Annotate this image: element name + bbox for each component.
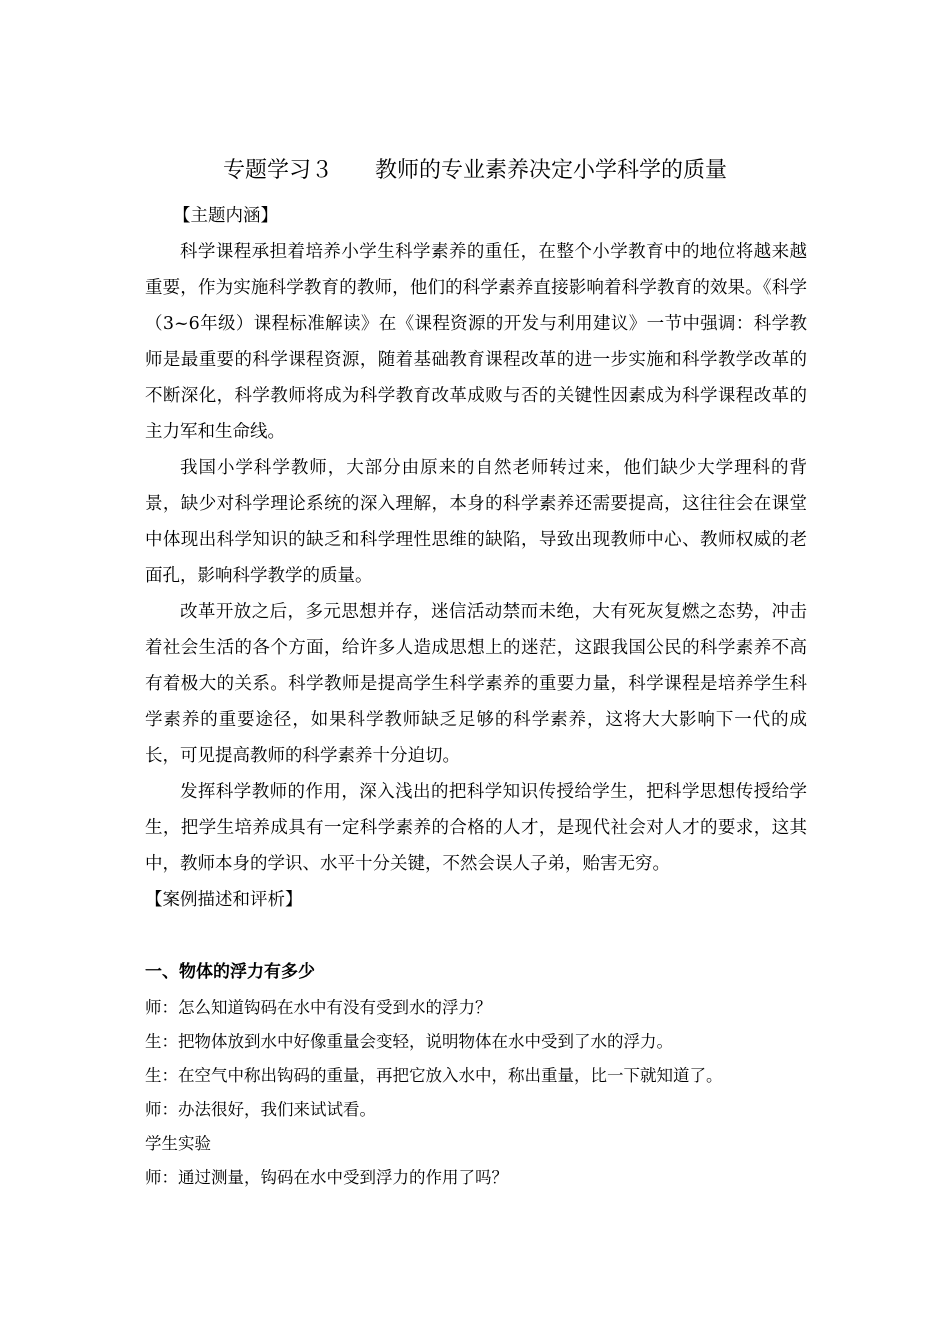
dialogue-line: 生：在空气中称出钩码的重量，再把它放入水中，称出重量，比一下就知道了。 bbox=[145, 1066, 723, 1085]
dialogue-line: 生：把物体放到水中好像重量会变轻，说明物体在水中受到了水的浮力。 bbox=[145, 1032, 673, 1051]
paragraph-2: 我国小学科学教师，大部分由原来的自然老师转过来，他们缺少大学理科的背景，缺少对科学理论系统的深入理解，本身的科学素养还需要提高，这往往会在课堂中体现出科学知识的缺乏和科学理性思维的缺陷，导致出现教师中心、教师权威的老面孔，影响科学教学的质量。 bbox=[145, 458, 807, 586]
theme-section bbox=[145, 198, 807, 918]
page-title bbox=[0, 155, 950, 187]
case-title: 一、物体的浮力有多少 bbox=[145, 962, 315, 982]
dialogue-block bbox=[145, 991, 825, 1195]
dialogue-line: 学生实验 bbox=[145, 1134, 211, 1153]
dialogue-line: 师：办法很好，我们来试试看。 bbox=[145, 1100, 376, 1119]
title-prefix: 专题学习３ bbox=[222, 158, 333, 183]
section-heading-theme: 【主题内涵】 bbox=[173, 206, 278, 226]
section-heading-case: 【案例描述和评析】 bbox=[145, 890, 303, 910]
dialogue-line: 师：通过测量，钩码在水中受到浮力的作用了吗？ bbox=[145, 1168, 508, 1187]
title-main: 教师的专业素养决定小学科学的质量 bbox=[375, 158, 728, 183]
dialogue-line: 师：怎么知道钩码在水中有没有受到水的浮力？ bbox=[145, 998, 492, 1017]
paragraph-3: 改革开放之后，多元思想并存，迷信活动禁而未绝，大有死灰复燃之态势，冲击着社会生活的各个方面，给许多人造成思想上的迷茫，这跟我国公民的科学素养不高有着极大的关系。科学教师是提高学生科学素养的重要力量，科学课程是培养学生科学素养的重要途径，如果科学教师缺乏足够的科学素养，这将大大影响下一代的成长，可见提高教师的科学素养十分迫切。 bbox=[145, 602, 807, 766]
paragraph-1: 科学课程承担着培养小学生科学素养的重任，在整个小学教育中的地位将越来越重要，作为实施科学教育的教师，他们的科学素养直接影响着科学教育的效果。《科学（3~6年级）课程标准解读》在《课程资源的开发与利用建议》一节中强调：科学教师是最重要的科学课程资源，随着基础教育课程改革的进一步实施和科学教学改革的不断深化，科学教师将成为科学教育改革成败与否的关键性因素成为科学课程改革的主力军和生命线。 bbox=[145, 242, 807, 442]
paragraph-4: 发挥科学教师的作用，深入浅出的把科学知识传授给学生，把科学思想传授给学生，把学生培养成具有一定科学素养的合格的人才，是现代社会对人才的要求，这其中，教师本身的学识、水平十分关键，不然会误人子弟，贻害无穷。 bbox=[145, 782, 807, 874]
